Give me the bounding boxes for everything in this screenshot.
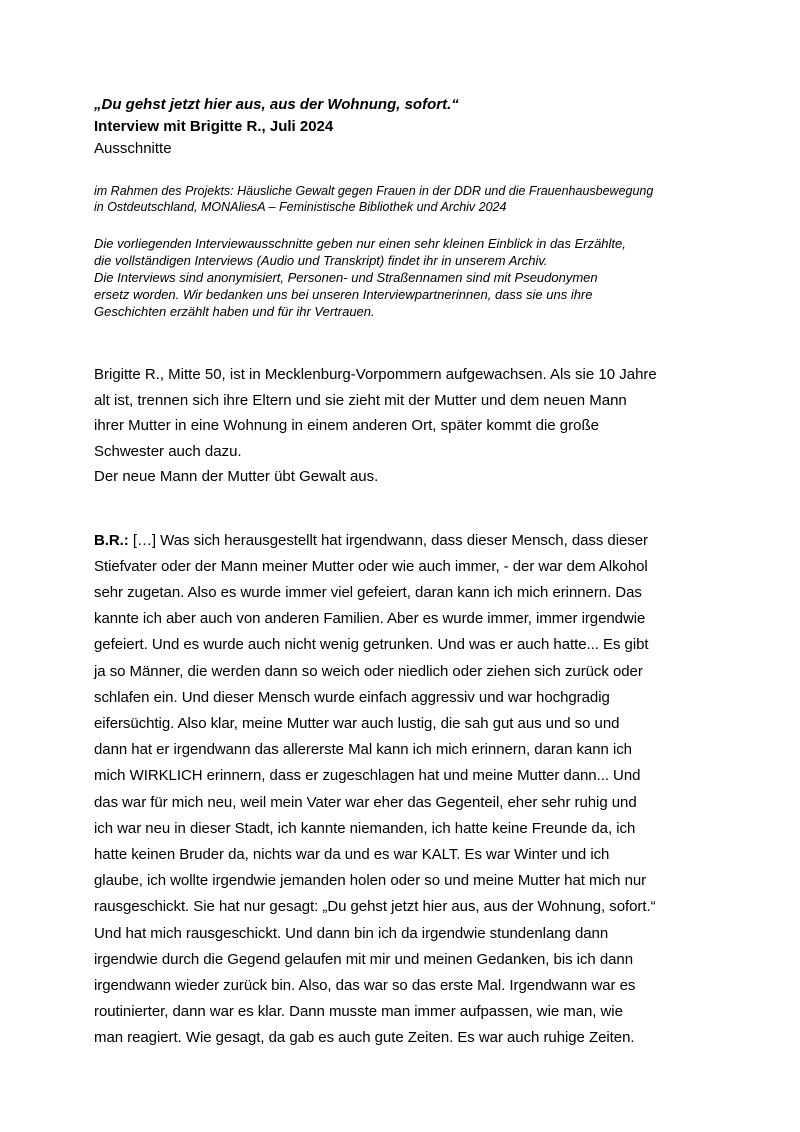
interview-line: dann hat er irgendwann das allererste Mal kann ich mich erinnern, daran kann ich xyxy=(94,741,632,759)
interview-line: Und hat mich rausgeschickt. Und dann bin ich da irgendwie stundenlang dann xyxy=(94,924,609,942)
intro-paragraph xyxy=(94,362,714,490)
interview-excerpt xyxy=(94,528,714,1052)
project-context xyxy=(94,183,714,215)
interview-line: hatte keinen Bruder da, nichts war da und es war KALT. Es war Winter und ich xyxy=(94,845,610,863)
interview-first-line-text: […] Was sich herausgestellt hat irgendwann, dass dieser Mensch, dass dieser xyxy=(128,531,648,549)
intro-line: alt ist, trennen sich ihre Eltern und sie zieht mit der Mutter und dem neuen Mann xyxy=(94,391,627,409)
document-title-interview: Interview mit Brigitte R., Juli 2024 xyxy=(94,118,334,135)
notice-line: Geschichten erzählt haben und für ihr Vertrauen. xyxy=(94,304,375,319)
interview-line: Stiefvater oder der Mann meiner Mutter oder wie auch immer, - der war dem Alkohol xyxy=(94,557,648,575)
interview-line: ich war neu in dieser Stadt, ich kannte niemanden, ich hatte keine Freunde da, ich xyxy=(94,819,636,837)
speaker-label: B.R.: xyxy=(94,531,129,549)
intro-line: Schwester auch dazu. xyxy=(94,442,242,460)
notice-line: ersetz worden. Wir bedanken uns bei unseren Interviewpartnerinnen, dass sie uns ihre xyxy=(94,287,593,302)
interview-line: gefeiert. Und es wurde auch nicht wenig getrunken. Und was er auch hatte... Es gibt xyxy=(94,636,649,654)
anonymization-notice xyxy=(94,235,714,320)
interview-line: kannte ich aber auch von anderen Familien. Aber es wurde immer, immer irgendwie xyxy=(94,610,646,628)
document-subtitle: Ausschnitte xyxy=(94,140,172,157)
interview-line: schlafen ein. Und dieser Mensch wurde einfach aggressiv und war hochgradig xyxy=(94,688,610,706)
intro-line: Der neue Mann der Mutter übt Gewalt aus. xyxy=(94,468,379,485)
document-page xyxy=(94,94,714,1052)
interview-line: ja so Männer, die werden dann so weich oder niedlich oder ziehen sich zurück oder xyxy=(94,662,643,680)
notice-line: Die vorliegenden Interviewausschnitte geben nur einen sehr kleinen Einblick in das Erzählte, xyxy=(94,236,626,251)
interview-line: eifersüchtig. Also klar, meine Mutter war auch lustig, die sah gut aus und so und xyxy=(94,714,620,732)
interview-line xyxy=(94,528,714,554)
notice-line: Die Interviews sind anonymisiert, Personen- und Straßennamen sind mit Pseudonymen xyxy=(94,270,598,285)
interview-line: sehr zugetan. Also es wurde immer viel gefeiert, daran kann ich mich erinnern. Das xyxy=(94,583,642,601)
notice-line: die vollständigen Interviews (Audio und Transkript) findet ihr in unserem Archiv. xyxy=(94,253,548,268)
interview-line: irgendwie durch die Gegend gelaufen mit mir und meinen Gedanken, bis ich dann xyxy=(94,950,633,968)
interview-line: irgendwann wieder zurück bin. Also, das war so das erste Mal. Irgendwann war es xyxy=(94,976,636,994)
interview-line: routinierter, dann war es klar. Dann musste man immer aufpassen, wie man, wie xyxy=(94,1003,623,1021)
interview-line: mich WIRKLICH erinnern, dass er zugeschlagen hat und meine Mutter dann... Und xyxy=(94,767,641,785)
intro-line: ihrer Mutter in eine Wohnung in einem anderen Ort, später kommt die große xyxy=(94,417,599,434)
interview-line: glaube, ich wollte irgendwie jemanden holen oder so und meine Mutter hat mich nur xyxy=(94,872,647,890)
interview-line: rausgeschickt. Sie hat nur gesagt: „Du gehst jetzt hier aus, aus der Wohnung, sofort.“ xyxy=(94,898,656,916)
interview-line: man reagiert. Wie gesagt, da gab es auch gute Zeiten. Es war auch ruhige Zeiten. xyxy=(94,1029,635,1047)
intro-line: Brigitte R., Mitte 50, ist in Mecklenburg-Vorpommern aufgewachsen. Als sie 10 Jahre xyxy=(94,366,657,383)
interview-line: das war für mich neu, weil mein Vater war eher das Gegenteil, eher sehr ruhig und xyxy=(94,793,637,811)
context-line: in Ostdeutschland, MONAliesA – Feministische Bibliothek und Archiv 2024 xyxy=(94,200,507,214)
document-title-quote: „Du gehst jetzt hier aus, aus der Wohnung, sofort.“ xyxy=(94,96,459,113)
context-line: im Rahmen des Projekts: Häusliche Gewalt gegen Frauen in der DDR und die Frauenhausbewegung xyxy=(94,184,654,198)
